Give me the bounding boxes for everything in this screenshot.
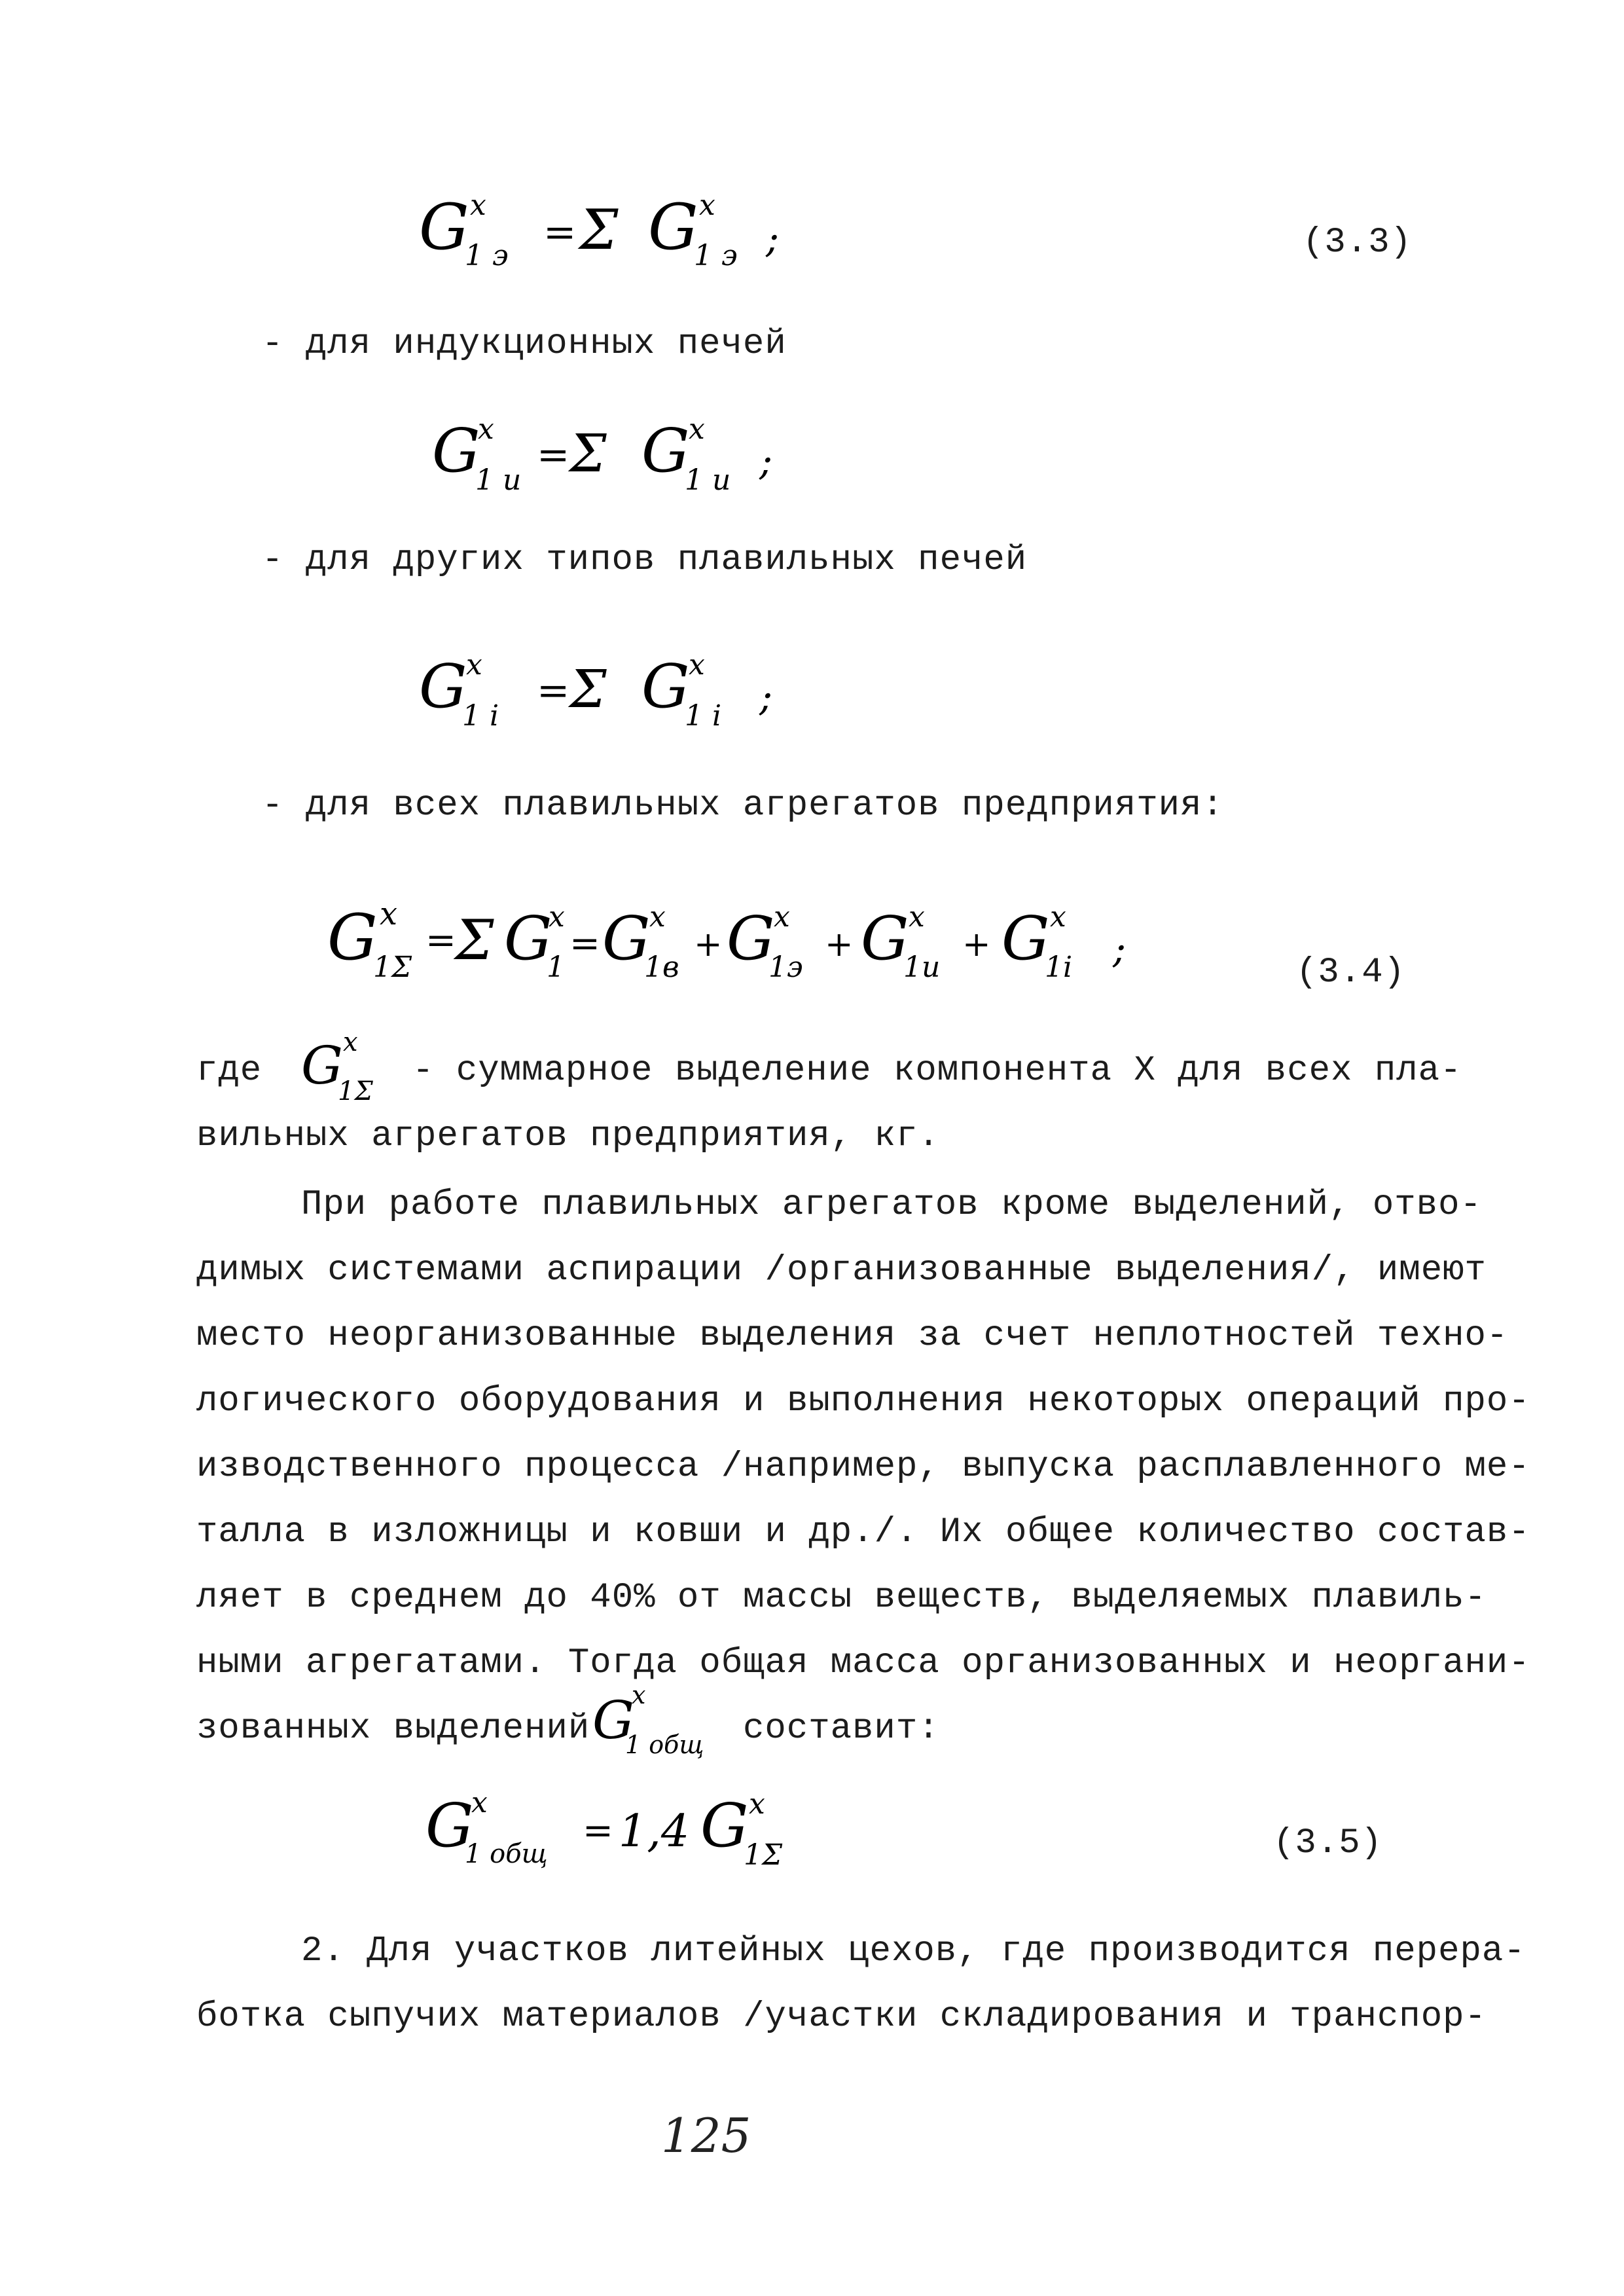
svg-text:Σ: Σ	[569, 423, 607, 484]
svg-text:1 и: 1 и	[475, 464, 522, 497]
section-2-line-1: 2. Для участков литейных цехов, где производится перера-	[301, 1931, 1526, 1971]
svg-text:1i: 1i	[1045, 951, 1073, 984]
svg-text:=: =	[583, 1810, 613, 1852]
svg-text:G: G	[727, 903, 775, 974]
paragraph-line-2: димых системами аспирации /организованные выделения/, имеют	[196, 1250, 1487, 1290]
formula-3-3	[419, 177, 838, 288]
svg-text:+: +	[694, 925, 723, 964]
svg-text:1,4: 1,4	[619, 1806, 690, 1857]
svg-text:+: +	[825, 925, 854, 964]
svg-text:x: x	[470, 189, 486, 222]
equation-number-3-3: (3.3)	[1303, 223, 1413, 263]
svg-text:;: ;	[766, 216, 780, 262]
svg-text:1 i: 1 i	[685, 699, 722, 733]
svg-text:G: G	[504, 903, 552, 974]
svg-text:1Σ: 1Σ	[373, 951, 412, 984]
svg-text:x: x	[380, 896, 398, 932]
svg-text:G: G	[425, 1791, 474, 1861]
svg-text:x: x	[689, 648, 705, 682]
svg-text:x: x	[466, 648, 482, 682]
paragraph-line-4: логического оборудования и выполнения некоторых операций про-	[196, 1381, 1530, 1421]
svg-text:x: x	[343, 1027, 358, 1057]
svg-text:x: x	[1050, 900, 1066, 934]
svg-text:1э: 1э	[768, 951, 803, 984]
svg-text:x: x	[699, 189, 715, 222]
svg-text:;: ;	[759, 439, 773, 484]
svg-text:Σ: Σ	[455, 908, 494, 972]
paragraph-line-3: место неорганизованные выделения за счет неплотностей техно-	[196, 1316, 1509, 1356]
svg-text:1 общ: 1 общ	[465, 1839, 548, 1869]
svg-text:1 i: 1 i	[462, 699, 499, 733]
svg-text:G: G	[1001, 903, 1050, 974]
svg-text:=: =	[569, 922, 600, 965]
svg-text:G: G	[700, 1791, 749, 1861]
equation-number-3-5: (3.5)	[1273, 1823, 1383, 1863]
paragraph-line-1: При работе плавильных агрегатов кроме выделений, отво-	[301, 1185, 1482, 1225]
svg-text:x: x	[649, 900, 666, 934]
formula-3-4-graphic	[327, 890, 1178, 1002]
formula-induction-graphic	[432, 406, 825, 517]
svg-text:x: x	[909, 900, 925, 934]
svg-text:=: =	[543, 210, 577, 255]
inline-formula-total-graphic	[592, 1676, 749, 1768]
section-2-line-2: ботка сыпучих материалов /участки складирования и транспор-	[196, 1997, 1487, 2037]
svg-text:1 э: 1 э	[465, 239, 509, 272]
svg-text:G: G	[419, 191, 469, 264]
svg-text:G: G	[419, 651, 467, 721]
svg-text:G: G	[432, 416, 480, 486]
list-item-other-furnaces: - для других типов плавильных печей	[262, 540, 1028, 580]
where-label: где	[196, 1051, 262, 1091]
formula-3-3-graphic	[419, 177, 838, 288]
formula-3-4	[327, 890, 1178, 1002]
svg-text:G: G	[641, 416, 690, 486]
svg-text:G: G	[602, 903, 651, 974]
list-item-induction: - для индукционных печей	[262, 324, 787, 364]
where-description-cont: вильных агрегатов предприятия, кг.	[196, 1116, 940, 1156]
inline-formula-sum	[301, 1021, 406, 1113]
svg-text:G: G	[648, 191, 698, 264]
svg-text:1Σ: 1Σ	[338, 1076, 373, 1106]
svg-text:Σ: Σ	[579, 198, 619, 262]
svg-text:1 общ: 1 общ	[625, 1730, 704, 1759]
formula-induction	[432, 406, 825, 517]
svg-text:G: G	[592, 1690, 634, 1751]
paragraph-line-7: ляет в среднем до 40% от массы веществ, выделяемых плавиль-	[196, 1578, 1487, 1618]
svg-text:;: ;	[1113, 926, 1127, 972]
inline-formula-sum-graphic	[301, 1021, 406, 1113]
inline-formula-total	[592, 1676, 749, 1768]
svg-text:1Σ: 1Σ	[744, 1838, 783, 1872]
svg-text:+: +	[962, 925, 991, 964]
svg-text:1и: 1и	[903, 951, 941, 984]
formula-3-5-graphic	[425, 1781, 884, 1892]
svg-text:1в: 1в	[644, 951, 679, 984]
paragraph-line-9: зованных выделений	[196, 1709, 590, 1749]
svg-text:G: G	[641, 651, 690, 721]
svg-text:x: x	[632, 1681, 646, 1709]
svg-text:x: x	[471, 1786, 488, 1819]
svg-text:Σ: Σ	[569, 659, 607, 720]
svg-text:=: =	[537, 432, 570, 478]
svg-text:=: =	[425, 919, 456, 962]
paragraph-line-5: изводственного процесса /например, выпуска расплавленного ме-	[196, 1447, 1530, 1487]
where-description: - суммарное выделение компонента X для всех пла-	[412, 1051, 1462, 1091]
list-item-all-units: - для всех плавильных агрегатов предприятия:	[262, 786, 1224, 826]
equation-number-3-4: (3.4)	[1296, 953, 1406, 993]
svg-text:;: ;	[759, 674, 773, 720]
page-number: 125	[661, 2108, 751, 2163]
paragraph-line-8: ными агрегатами. Тогда общая масса организованных и неоргани-	[196, 1643, 1530, 1683]
svg-text:1: 1	[547, 951, 565, 984]
svg-text:1 и: 1 и	[685, 464, 731, 497]
svg-text:1 э: 1 э	[694, 239, 738, 272]
svg-text:G: G	[301, 1035, 343, 1096]
svg-text:G: G	[327, 901, 378, 974]
svg-text:x: x	[774, 900, 790, 934]
formula-3-5	[425, 1781, 884, 1892]
paragraph-line-6: талла в изложницы и ковши и др./. Их общее количество состав-	[196, 1512, 1530, 1552]
svg-text:=: =	[537, 668, 570, 714]
svg-text:x: x	[478, 412, 494, 446]
svg-text:G: G	[861, 903, 909, 974]
formula-other-furnaces	[419, 642, 812, 753]
svg-text:x: x	[749, 1787, 765, 1821]
svg-text:x: x	[549, 900, 565, 934]
svg-text:x: x	[689, 412, 705, 446]
paragraph-line-9-end: составит:	[743, 1709, 940, 1749]
formula-other-graphic	[419, 642, 812, 753]
